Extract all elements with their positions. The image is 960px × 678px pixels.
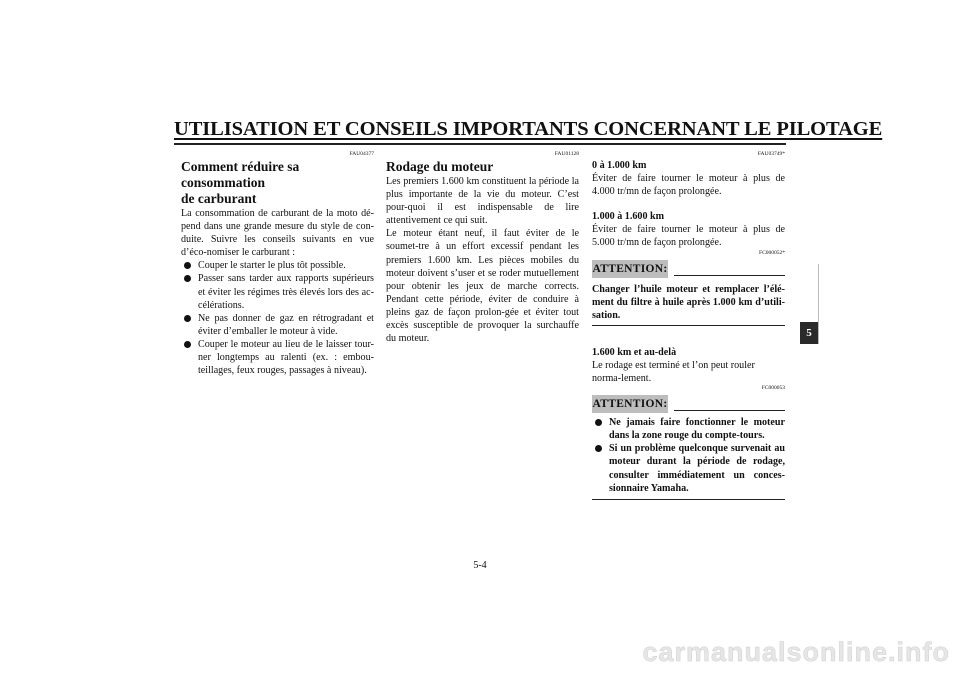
chapter-tab: 5 [800, 322, 818, 344]
paragraph: Éviter de faire tourner le moteur à plus de 5.000 tr/mn de façon prolongée. [592, 224, 785, 249]
page-title: UTILISATION ET CONSEILS IMPORTANTS CONCERNANT LE PILOTAGE [174, 118, 883, 140]
paragraph: Les premiers 1.600 km constituent la période la plus importante de la vie du moteur. C’est pour-quoi il est indispensable de lire attentivement ce qui suit. [386, 176, 579, 227]
bullet-icon [595, 445, 602, 452]
page-number: 5-4 [473, 560, 487, 571]
tips-list [181, 259, 374, 377]
caution-code: FC000053 [761, 385, 785, 392]
attention-list [592, 416, 785, 495]
section-code: FAU04377 [349, 151, 374, 157]
bullet-icon [184, 315, 191, 322]
attention-label: ATTENTION: [592, 260, 668, 278]
attention-text: Changer l’huile moteur et remplacer l’élé-ment du filtre à huile après 1.000 km d’utili-sation. [592, 283, 785, 321]
list-item: Couper le starter le plus tôt possible. [181, 259, 374, 272]
attention-header [592, 395, 785, 415]
column-fuel-consumption [181, 151, 374, 377]
side-tab-line [818, 264, 819, 344]
subheading: 1.600 km et au-delà [592, 346, 677, 358]
subheading: 1.000 à 1.600 km [592, 211, 665, 223]
attention-header [592, 260, 785, 280]
list-item: Couper le moteur au lieu de le laisser tour-ner longtemps au ralenti (ex. : embou-teillages, feux rouges, passages à niveau). [181, 338, 374, 377]
paragraph: Le rodage est terminé et l’on peut rouler norma-lement. [592, 359, 755, 385]
section-heading-line1: Comment réduire sa consommation [181, 159, 300, 190]
bullet-icon [184, 262, 191, 269]
bullet-icon [184, 275, 191, 282]
watermark: carmanualsonline.info [642, 637, 950, 667]
column-break-in-stages [592, 151, 785, 500]
attention-label: ATTENTION: [592, 395, 668, 413]
subheading: 0 à 1.000 km [592, 160, 647, 171]
bullet-icon [184, 341, 191, 348]
intro-paragraph: La consommation de carburant de la moto dé-pend dans une grande mesure du style de con-duite. Suivre les conseils suivants en vue d’éco-nomiser le carburant : [181, 208, 374, 259]
list-item: Passer sans tarder aux rapports supérieurs et éviter les régimes très élevés lors des ac-célérations. [181, 272, 374, 311]
paragraph: Le moteur étant neuf, il faut éviter de le soumet-tre à un effort excessif pendant les premiers 1.600 km. Les pièces mobiles du moteur doivent s’user et se roder mutuellement pour obtenir les jeux de marche corrects. Pendant cette période, éviter de conduire à pleins gaz de façon prolon-gée et éviter tout excès susceptible de provoquer la surchauffe du moteur. [386, 228, 579, 345]
attention-bottom-rule [592, 499, 785, 500]
list-item: Si un problème quelconque survenait au moteur durant la période de rodage, consulter immédiatement un conces-sionnaire Yamaha. [592, 442, 785, 494]
section-heading-line2: de carburant [181, 191, 257, 206]
section-code: FAU01128 [554, 151, 579, 157]
paragraph: Éviter de faire tourner le moteur à plus de 4.000 tr/mn de façon prolongée. [592, 173, 785, 198]
list-item: Ne pas donner de gaz en rétrogradant et éviter d’emballer le moteur à vide. [181, 312, 374, 338]
attention-rule [674, 410, 785, 411]
bullet-icon [595, 419, 602, 426]
caution-code: FC000052* [759, 249, 785, 256]
column-engine-break-in [386, 151, 579, 345]
title-rule [174, 143, 786, 145]
list-item: Ne jamais faire fonctionner le moteur dans la zone rouge du compte-tours. [592, 416, 785, 442]
section-heading: Rodage du moteur [386, 159, 494, 174]
section-code: FAU03749* [757, 151, 785, 157]
attention-rule [674, 275, 785, 276]
